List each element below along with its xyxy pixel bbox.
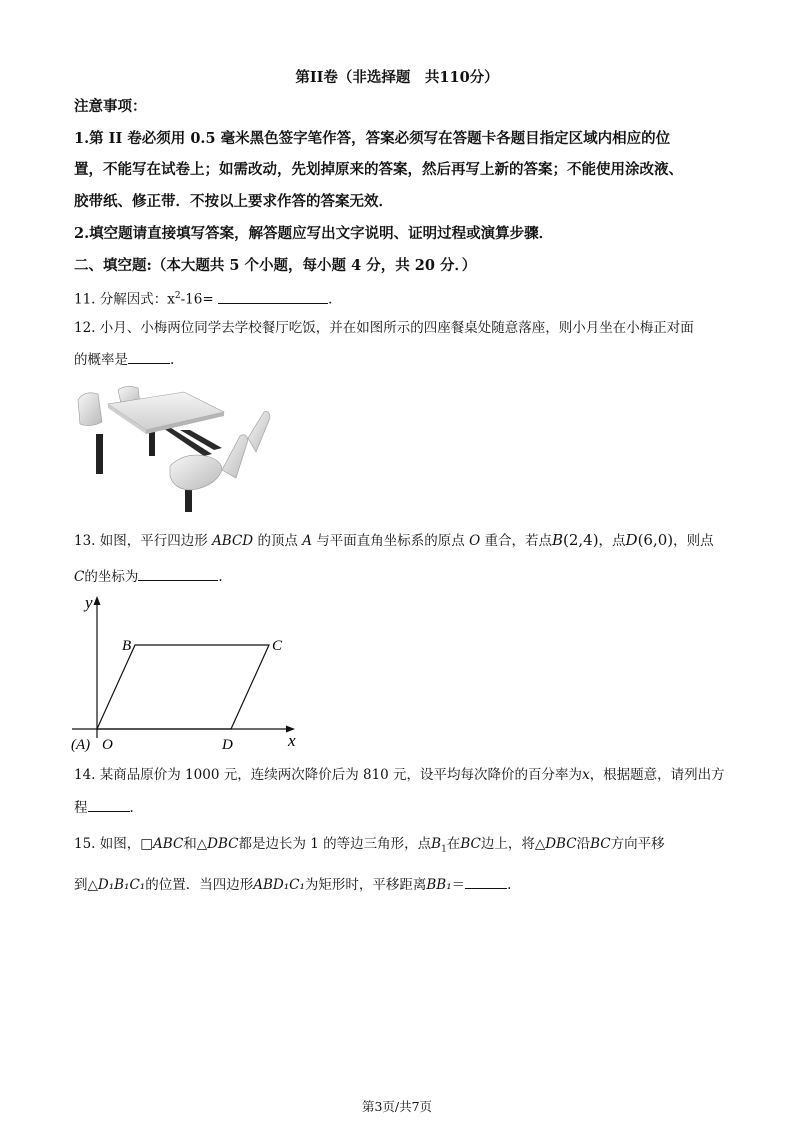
point-o-label: O xyxy=(102,737,113,753)
chair-back-left xyxy=(78,393,102,426)
q15-text-e: 边上，将 xyxy=(480,836,535,852)
q13-end: . xyxy=(218,569,223,585)
q11-exponent: 2 xyxy=(174,291,181,301)
notice-heading: 注意事项： xyxy=(74,98,147,115)
q15-text-h: 到 xyxy=(74,877,88,893)
point-c-label: C xyxy=(272,638,283,654)
q15-text-g: 方向平移 xyxy=(610,836,665,852)
question-12-line-1: 12. 小月、小梅两位同学去学校餐厅吃饭，并在如图所示的四座餐桌处随意落座，则小月坐在小梅正对面 xyxy=(74,320,694,336)
q13-text-a: 13. 如图，平行四边形 xyxy=(74,533,208,549)
point-b-label: B xyxy=(122,638,132,654)
parallelogram-abcd xyxy=(97,645,269,729)
q12-text: 的概率是 xyxy=(74,352,128,368)
question-14-line-1 xyxy=(74,765,734,785)
q12-answer-blank[interactable] xyxy=(128,349,170,364)
table-leg xyxy=(96,434,103,474)
dining-table-image xyxy=(72,382,276,514)
notice-line-3: 胶带纸、修正带．不按以上要求作答的答案无效． xyxy=(74,193,393,210)
question-14-line-2 xyxy=(74,797,734,818)
notice-line-4: 2.填空题请直接填写答案，解答题应写出文字说明、证明过程或演算步骤． xyxy=(74,225,554,242)
q15-triangle-dbc-2: △DBC xyxy=(534,836,577,852)
q15-triangle-d1b1c1: △D₁B₁C₁ xyxy=(87,877,146,893)
q13-text-c: 与平面直角坐标系的原点 xyxy=(316,533,465,549)
point-d-label: D xyxy=(222,737,233,753)
y-axis-arrow xyxy=(94,596,101,605)
q15-bc-2: BC xyxy=(590,836,611,852)
q14-text-b: ，根据题意，请列出方 xyxy=(589,767,725,783)
q13-o: O xyxy=(469,533,481,549)
q15-text-f: 沿 xyxy=(576,836,591,852)
q15-triangle-abc: □ABC xyxy=(140,836,184,852)
chair-front-right-back xyxy=(248,412,270,452)
q14-text-a: 14. 某商品原价为 1000 元，连续两次降价后为 810 元，设平均每次降价的百分率为 xyxy=(74,767,583,783)
q15-text-j: 为矩形时，平移距离 xyxy=(304,877,427,893)
q12-end: . xyxy=(170,352,175,368)
q13-b-coord: (2,4) xyxy=(562,531,599,549)
q14-answer-blank[interactable] xyxy=(88,797,130,812)
q13-text-b: 的顶点 xyxy=(257,533,298,549)
q13-text-g: 的坐标为 xyxy=(84,569,139,585)
chair-front-left-back xyxy=(222,435,248,478)
q11-mid: -16= xyxy=(180,291,214,308)
q13-a: A xyxy=(302,533,312,549)
q15-triangle-dbc: △DBC xyxy=(196,836,239,852)
parallelogram-figure xyxy=(66,592,316,754)
notice-line-1: 1.第 II 卷必须用 0.5 毫米黑色签字笔作答，答案必须写在答题卡各题目指定区域内相应的位 xyxy=(74,130,671,147)
question-15-line-2 xyxy=(74,874,734,895)
chair-front-left xyxy=(170,455,222,490)
q14-x: x xyxy=(582,767,590,783)
notice-line-2: 置，不能写在试卷上；如需改动，先划掉原来的答案，然后再写上新的答案；不能使用涂改液、 xyxy=(74,161,683,178)
q15-bc: BC xyxy=(460,836,481,852)
page-footer: 第3页/共7页 xyxy=(361,1099,433,1114)
question-15-line-1: 15. 如图，□ABC和△DBC都是边长为 1 的等边三角形，点$B_1$在BC边上，将△DBC沿BC方向平移 xyxy=(74,836,665,855)
q15-end: . xyxy=(507,877,512,893)
question-12-line-2 xyxy=(74,349,734,370)
q15-equals: ＝ xyxy=(451,877,466,893)
point-a-label: (A) xyxy=(71,737,91,753)
q13-d: D xyxy=(625,531,638,549)
q13-b: B xyxy=(551,531,563,549)
q11-prefix: 11. 分解因式：x xyxy=(74,291,175,308)
q15-b1: B xyxy=(431,836,442,852)
q15-text-a: 15. 如图， xyxy=(74,836,141,852)
q15-text-d: 在 xyxy=(446,836,461,852)
q13-abcd: ABCD xyxy=(212,533,254,549)
q15-quad: ABD₁C₁ xyxy=(253,877,305,893)
q11-answer-blank[interactable] xyxy=(218,289,328,304)
section-heading: 二、填空题:（本大题共 5 个小题，每小题 4 分，共 20 分．） xyxy=(74,257,477,274)
table-leg xyxy=(185,490,192,512)
q13-text-f: ，则点 xyxy=(673,533,714,549)
q11-end: . xyxy=(327,291,333,308)
q15-text-b: 和 xyxy=(183,836,197,852)
question-13-line-1 xyxy=(74,530,734,551)
q13-c: C xyxy=(74,569,85,585)
y-axis-label: y xyxy=(85,593,93,612)
q15-bb1: BB₁ xyxy=(426,877,452,893)
q14-text-c: 程 xyxy=(74,800,88,816)
q15-answer-blank[interactable] xyxy=(465,874,507,889)
q13-answer-blank[interactable] xyxy=(138,566,218,581)
x-axis-label: x xyxy=(288,731,296,750)
q15-text-i: 的位置．当四边形 xyxy=(145,877,254,893)
page-title: 第II卷（非选择题 共110分） xyxy=(295,69,499,86)
q13-text-d: 重合，若点 xyxy=(484,533,552,549)
q15-text-c: 都是边长为 1 的等边三角形，点 xyxy=(238,836,432,852)
q14-end: . xyxy=(129,800,134,816)
question-11 xyxy=(74,286,734,310)
q13-text-e: ，点 xyxy=(598,533,626,549)
question-13-line-2 xyxy=(74,566,734,587)
q13-d-coord: (6,0) xyxy=(637,531,674,549)
